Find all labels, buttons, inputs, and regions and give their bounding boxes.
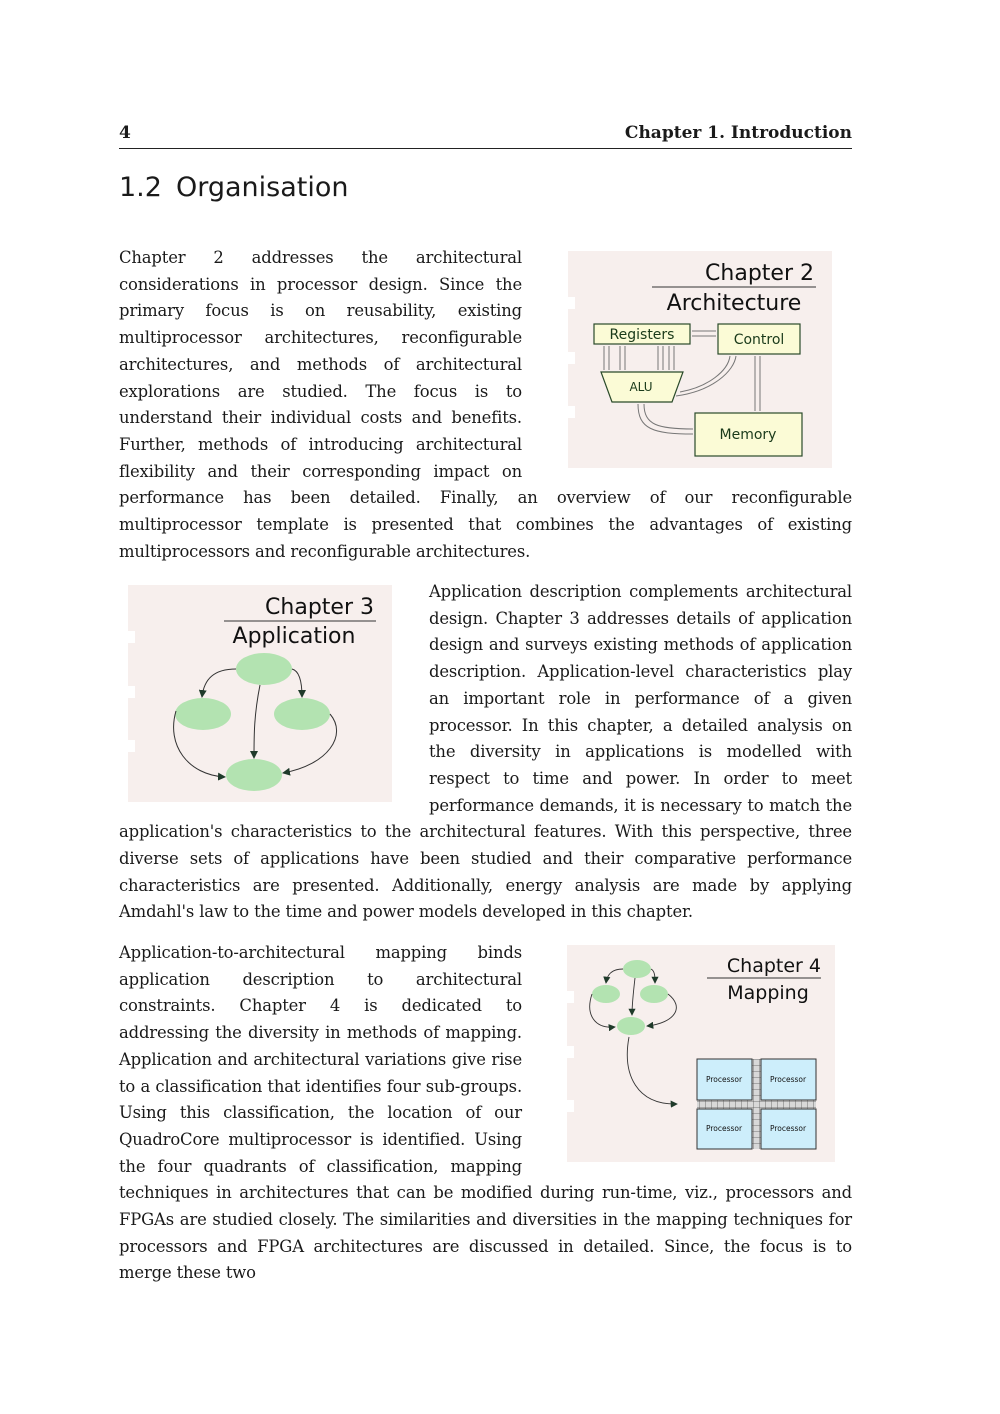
processor-label: Processor <box>705 1075 743 1084</box>
graph-node <box>236 653 292 685</box>
graph-node <box>617 1017 645 1035</box>
section-title: Organisation <box>175 172 349 203</box>
figure-chapter-label: Chapter 3 <box>265 595 374 620</box>
figure-subtitle: Architecture <box>666 291 802 316</box>
figure-subtitle: Application <box>232 624 356 649</box>
figure-chapter-label: Chapter 4 <box>726 955 821 977</box>
graph-node <box>226 759 282 791</box>
graph-node <box>592 985 620 1003</box>
graph-node <box>274 698 330 730</box>
running-header <box>119 120 852 149</box>
application-figure <box>128 585 392 802</box>
page-number: 4 <box>119 123 131 143</box>
section-number: 1.2 <box>119 172 162 203</box>
running-chapter-title: Chapter 1. Introduction <box>624 123 852 143</box>
graph-node <box>640 985 668 1003</box>
section-heading <box>119 172 348 203</box>
paragraph-text: Application-to-architectural mapping binds application description to architectural constraints. Chapter 4 is dedicated to addressing the diversity in methods of mapping. Application and architectural variations give rise to a classification that identifies four sub-groups. Using this classification, the location of our QuadroCore multiprocessor is identified. Using the four quadrants of classification, mapping techniques in architectures that can be modified during run-time, viz., processors and FPGAs are studied closely. The similarities and diversities in the mapping techniques for processors and FPGA architectures are discussed in detailed. Since, the focus is to merge these two <box>119 943 852 1283</box>
processor-label: Processor <box>705 1124 743 1133</box>
memory-label: Memory <box>719 427 777 443</box>
graph-node <box>623 960 651 978</box>
control-label: Control <box>733 332 785 348</box>
registers-label: Registers <box>609 327 675 343</box>
figure-chapter-label: Chapter 2 <box>705 261 814 286</box>
processor-label: Processor <box>769 1124 807 1133</box>
figure-subtitle: Mapping <box>727 982 809 1004</box>
alu-label: ALU <box>629 380 653 394</box>
architecture-figure <box>568 251 832 468</box>
paragraph-text: Chapter 2 addresses the architectural considerations in processor design. Since the primary focus is on reusability, existing multiprocessor architectures, reconfigurable architectures, and methods of architectural explorations are studied. The focus is to understand their individual costs and benefits. Further, methods of introducing architectural flexibility and their corresponding impact on performance has been detailed. Finally, an overview of our reconfigurable multiprocessor template is presented that combines the advantages of existing multiprocessors and reconfigurable architectures. <box>119 248 852 561</box>
mapping-figure <box>567 945 835 1162</box>
paragraph-text: Application description complements architectural design. Chapter 3 addresses details of application design and surveys existing methods of application description. Application-level characteristics play an important role in performance of a given processor. In this chapter, a detailed analysis on the diversity in applications is modelled with respect to time and power. In order to meet performance demands, it is necessary to match the application's characteristics to the architectural features. With this perspective, three diverse sets of applications have been studied and their comparative performance characteristics are presented. Additionally, energy analysis are made by applying Amdahl's law to the time and power models developed in this chapter. <box>119 582 852 922</box>
processor-label: Processor <box>769 1075 807 1084</box>
graph-node <box>175 698 231 730</box>
